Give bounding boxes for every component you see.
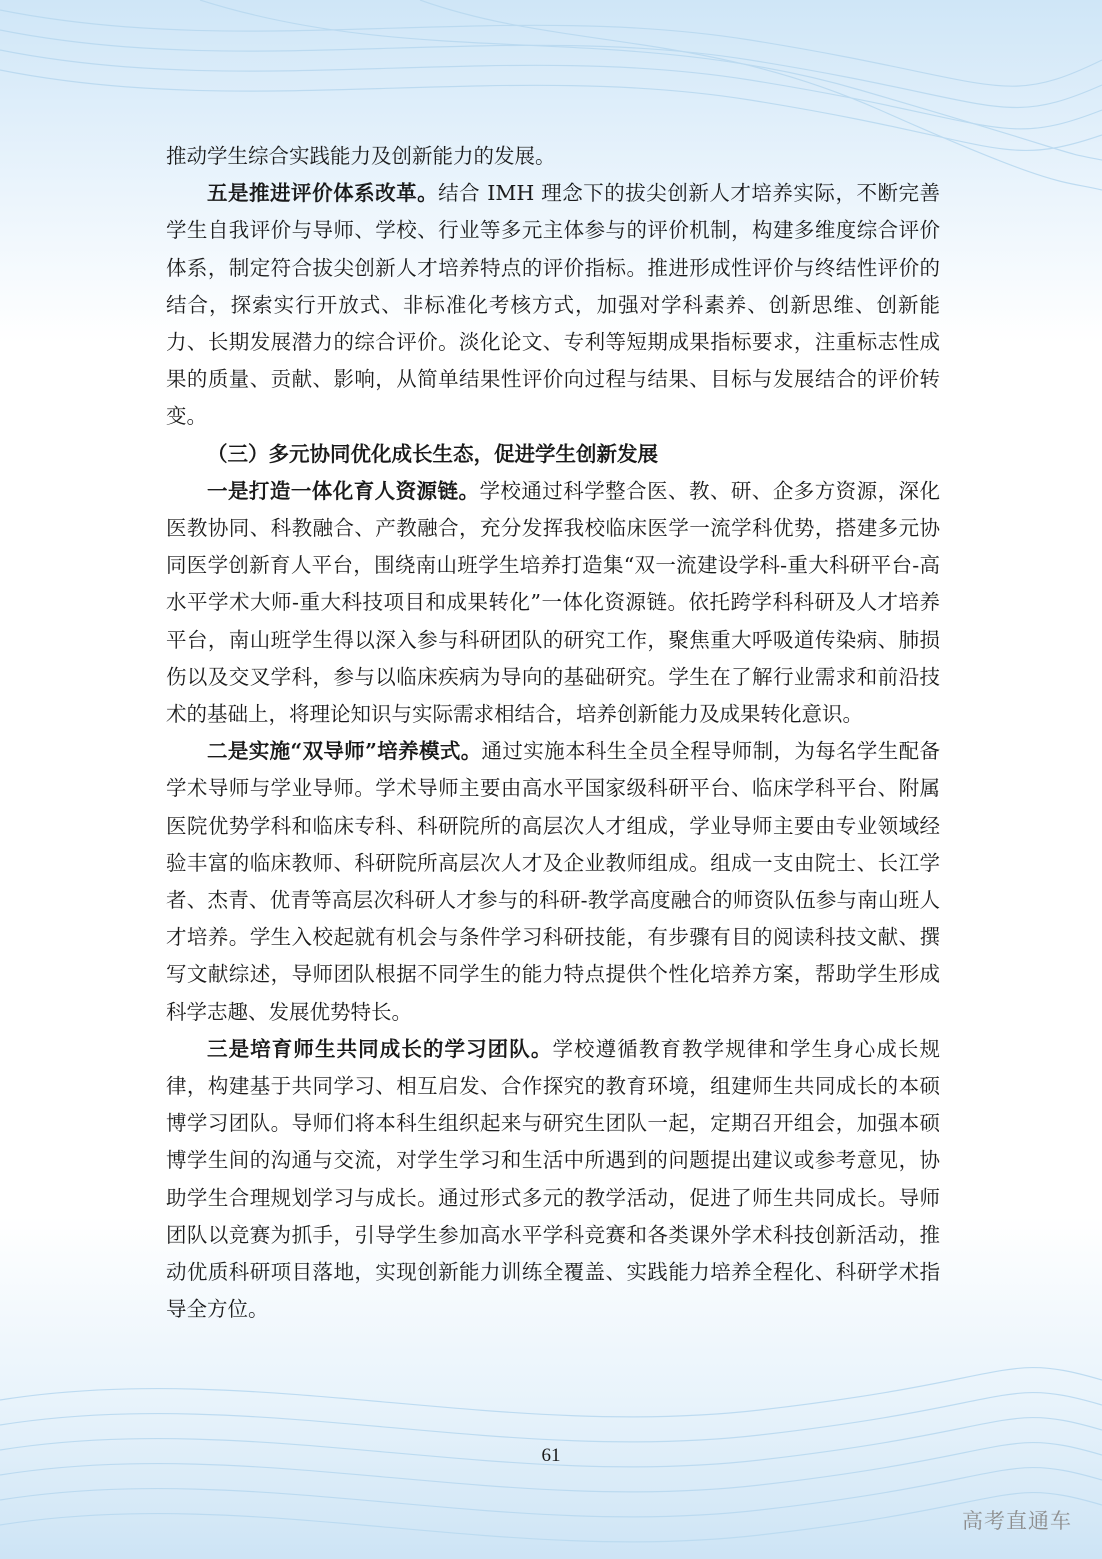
paragraph-lead: 三是培育师生共同成长的学习团队。	[207, 1036, 553, 1061]
paragraph	[166, 175, 940, 435]
section-heading-text: （三）多元协同优化成长生态，促进学生创新发展	[207, 441, 658, 466]
paragraph-lead: 二是实施“双导师”培养模式。	[207, 739, 482, 764]
paragraph-lead: 五是推进评价体系改革。	[207, 181, 439, 206]
paragraph-lead: 一是打造一体化育人资源链。	[207, 478, 480, 503]
paragraph-text: 推动学生综合实践能力及创新能力的发展。	[166, 144, 556, 168]
paragraph	[166, 473, 940, 733]
paragraph	[166, 1031, 940, 1329]
paragraph-text: 通过实施本科生全员全程导师制，为每名学生配备学术导师与学业导师。学术导师主要由高水平国家级科研平台、临床学科平台、附属医院优势学科和临床专科、科研院所的高层次人才组成，学业导师主要由专业领域经验丰富的临床教师、科研院所高层次人才及企业教师组成。组成一支由院士、长江学者、杰青、优青等高层次科研人才参与的科研-教学高度融合的师资队伍参与南山班人才培养。学生入校起就有机会与条件学习科研技能，有步骤有目的阅读科技文献、撰写文献综述，导师团队根据不同学生的能力特点提供个性化培养方案，帮助学生形成科学志趣、发展优势特长。	[166, 739, 940, 1024]
paragraph-text: 学校遵循教育教学规律和学生身心成长规律，构建基于共同学习、相互启发、合作探究的教育环境，组建师生共同成长的本硕博学习团队。导师们将本科生组织起来与研究生团队一起，定期召开组会，加强本硕博学生间的沟通与交流，对学生学习和生活中所遇到的问题提出建议或参考意见，协助学生合理规划学习与成长。通过形式多元的教学活动，促进了师生共同成长。导师团队以竞赛为抓手，引导学生参加高水平学科竞赛和各类课外学术科技创新活动，推动优质科研项目落地，实现创新能力训练全覆盖、实践能力培养全程化、科研学术指导全方位。	[166, 1036, 941, 1322]
section-heading	[166, 436, 940, 473]
paragraph	[166, 138, 940, 175]
paragraph-text: 结合 IMH 理念下的拔尖创新人才培养实际，不断完善学生自我评价与导师、学校、行业等多元主体参与的评价机制，构建多维度综合评价体系，制定符合拔尖创新人才培养特点的评价指标。推进形成性评价与终结性评价的结合，探索实行开放式、非标准化考核方式，加强对学科素养、创新思维、创新能力、长期发展潜力的综合评价。淡化论文、专利等短期成果指标要求，注重标志性成果的质量、贡献、影响，从简单结果性评价向过程与结果、目标与发展结合的评价转变。	[166, 181, 941, 429]
page-number: 61	[541, 1445, 561, 1466]
paragraph-text: 学校通过科学整合医、教、研、企多方资源，深化医教协同、科教融合、产教融合，充分发挥我校临床医学一流学科优势，搭建多元协同医学创新育人平台，围绕南山班学生培养打造集“双一流建设学科-重大科研平台-高水平学术大师-重大科技项目和成果转化”一体化资源链。依托跨学科科研及人才培养平台，南山班学生得以深入参与科研团队的研究工作，聚焦重大呼吸道传染病、肺损伤以及交叉学科，参与以临床疾病为导向的基础研究。学生在了解行业需求和前沿技术的基础上，将理论知识与实际需求相结合，培养创新能力及成果转化意识。	[166, 478, 941, 727]
document-body	[166, 138, 940, 1329]
paragraph	[166, 733, 940, 1031]
watermark-text: 高考直通车	[962, 1509, 1072, 1533]
